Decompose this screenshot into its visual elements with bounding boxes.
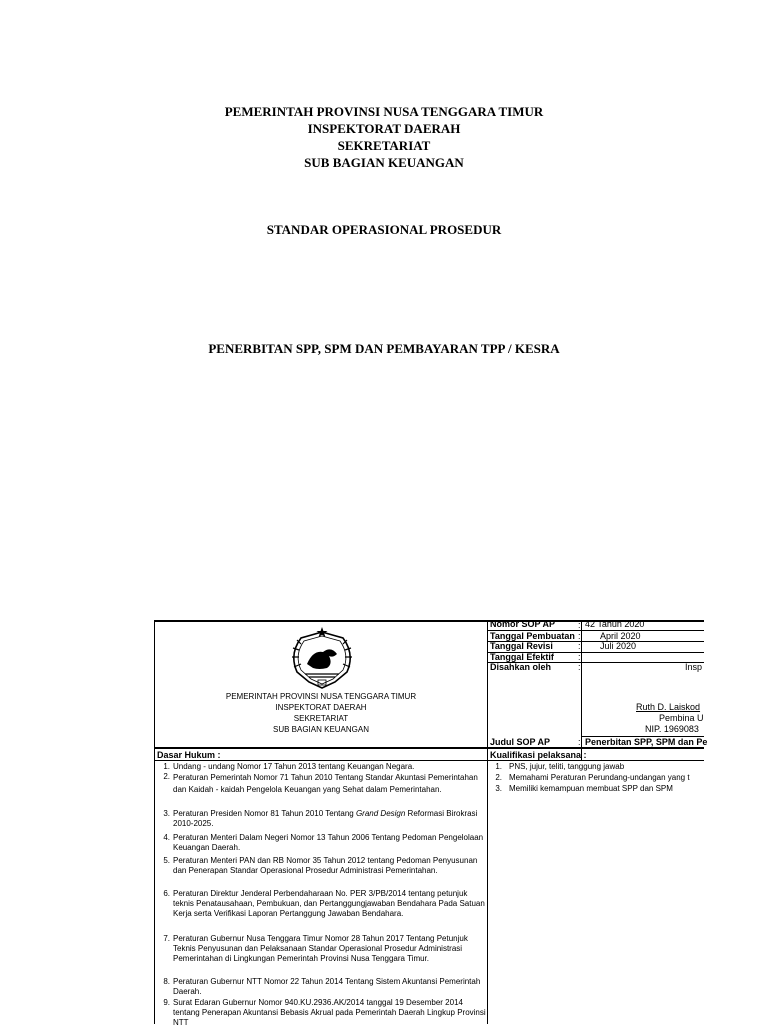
law-item-number: 8.	[163, 977, 170, 986]
colon: :	[578, 652, 581, 662]
signer-nip: NIP. 1969083	[645, 724, 699, 734]
box-org-agency: INSPEKTORAT DAERAH	[275, 703, 367, 712]
law-item-text: Surat Edaran Gubernur Nomor 940.KU.2936.AK/2014 tanggal 19 Desember 2014 tentang Penerapan Akuntansi Bebasis Akrual pada Pemerintah Daerah Lingkup Provinsi NTT	[173, 998, 486, 1027]
colon: :	[578, 662, 581, 672]
colon: :	[578, 737, 581, 747]
cover-document-type: STANDAR OPERASIONAL PROSEDUR	[266, 222, 502, 237]
law-item-text: Peraturan Gubernur NTT Nomor 22 Tahun 2014 Tentang Sistem Akuntansi Pemerintah Daerah.	[173, 977, 481, 996]
cover-agency-title: INSPEKTORAT DAERAH	[307, 121, 461, 136]
tanggal-pembuatan-label: Tanggal Pembuatan	[490, 631, 575, 641]
judul-sop-label: Judul SOP AP	[490, 737, 551, 747]
emblem-icon	[283, 624, 361, 692]
law-item-italic-part: Grand Design	[355, 809, 406, 818]
law-item-text-part: Reformasi Birokrasi 2010-2025.	[173, 809, 478, 828]
cover-province-title: PEMERINTAH PROVINSI NUSA TENGGARA TIMUR	[224, 104, 544, 119]
qualification-number: 3.	[495, 784, 502, 793]
box-org-subdivision: SUB BAGIAN KEUANGAN	[272, 725, 370, 734]
box-org-province: PEMERINTAH PROVINSI NUSA TENGGARA TIMUR	[225, 692, 417, 701]
qualification-number: 1.	[495, 762, 502, 771]
tanggal-pembuatan-value: April 2020	[600, 631, 641, 641]
qualification-text: Memiliki kemampuan membuat SPP dan SPM	[509, 784, 673, 793]
law-item-text: Peraturan Menteri Dalam Negeri Nomor 13 Tahun 2006 Tentang Pedoman Pengelolaan Keuangan Daerah.	[173, 833, 484, 852]
law-item-number: 5.	[163, 856, 170, 865]
tanggal-revisi-value: Juli 2020	[600, 641, 637, 651]
disahkan-oleh-label: Disahkan oleh	[490, 662, 552, 672]
law-item-text: Peraturan Menteri PAN dan RB Nomor 35 Tahun 2012 tentang Pedoman Penyusunan dan Penerapan Standar Operasional Prosedur Administrasi Pemerintahan.	[173, 856, 478, 875]
tanggal-efektif-label: Tanggal Efektif	[490, 652, 554, 662]
law-item-number: 6.	[163, 889, 170, 898]
law-item-text: Undang - undang Nomor 17 Tahun 2013 tentang Keuangan Negara.	[173, 762, 415, 771]
qualification-text: PNS, jujur, teliti, tanggung jawab	[509, 762, 625, 771]
judul-sop-value: Penerbitan SPP, SPM dan Pe	[585, 737, 708, 747]
colon: :	[578, 641, 581, 651]
law-item-text: Peraturan Gubernur Nusa Tenggara Timur Nomor 28 Tahun 2017 Tentang Petunjuk Teknis Penyusunan dan Pelaksanaan Standar Operasional Prosedur Administrasi Pemerintahan di Lingkungan Pemerintah Provinsi Nusa Tenggara Timur.	[173, 934, 468, 963]
law-item-number: 4.	[163, 833, 170, 842]
cover-sop-title: PENERBITAN SPP, SPM DAN PEMBAYARAN TPP / KESRA	[208, 341, 560, 356]
tanggal-revisi-label: Tanggal Revisi	[490, 641, 553, 651]
signer-rank: Pembina U	[659, 713, 704, 723]
law-item-text: Peraturan Pemerintah Nomor 71 Tahun 2010 Tentang Standar Akuntasi Pemerintahan dan Kaidah - kaidah Pengelola Keuangan yang Sehat dalam Pemerintahan.	[173, 773, 478, 794]
qualification-number: 2.	[495, 773, 502, 782]
province-emblem	[283, 624, 361, 692]
box-org-secretariat: SEKRETARIAT	[293, 714, 349, 723]
law-item-number: 3.	[163, 809, 170, 818]
law-item-text	[173, 809, 487, 829]
qualification-text: Memahami Peraturan Perundang-undangan yang t	[509, 773, 690, 782]
law-item-number: 1.	[163, 762, 170, 771]
law-item-number: 9.	[163, 998, 170, 1007]
dasar-hukum-heading: Dasar Hukum :	[157, 750, 221, 760]
colon: :	[578, 620, 581, 630]
nomor-sop-value: 42 Tahun 2020	[585, 619, 645, 629]
law-item-text: Peraturan Direktur Jenderal Perbendaharaan No. PER 3/PB/2014 tentang petunjuk teknis Penatausahaan, Pembukuan, dan Pertanggungjawaban Bendahara Pada Satuan Kerja serta Verifikasi Laporan Pertanggung Jawaban Bendahara.	[173, 889, 485, 918]
cover-secretariat-title: SEKRETARIAT	[337, 138, 431, 153]
kualifikasi-heading: Kualifikasi pelaksana :	[490, 750, 587, 760]
law-item-number: 2.	[163, 772, 170, 781]
nomor-sop-label: Nomor SOP AP	[490, 619, 556, 629]
law-item-text-part: Peraturan Presiden Nomor 81 Tahun 2010 Tentang	[173, 809, 356, 818]
disahkan-oleh-value: Insp	[685, 662, 703, 672]
law-item-number: 7.	[163, 934, 170, 943]
signer-name: Ruth D. Laiskod	[636, 702, 701, 712]
colon: :	[578, 631, 581, 641]
cover-subdivision-title: SUB BAGIAN KEUANGAN	[304, 155, 464, 170]
